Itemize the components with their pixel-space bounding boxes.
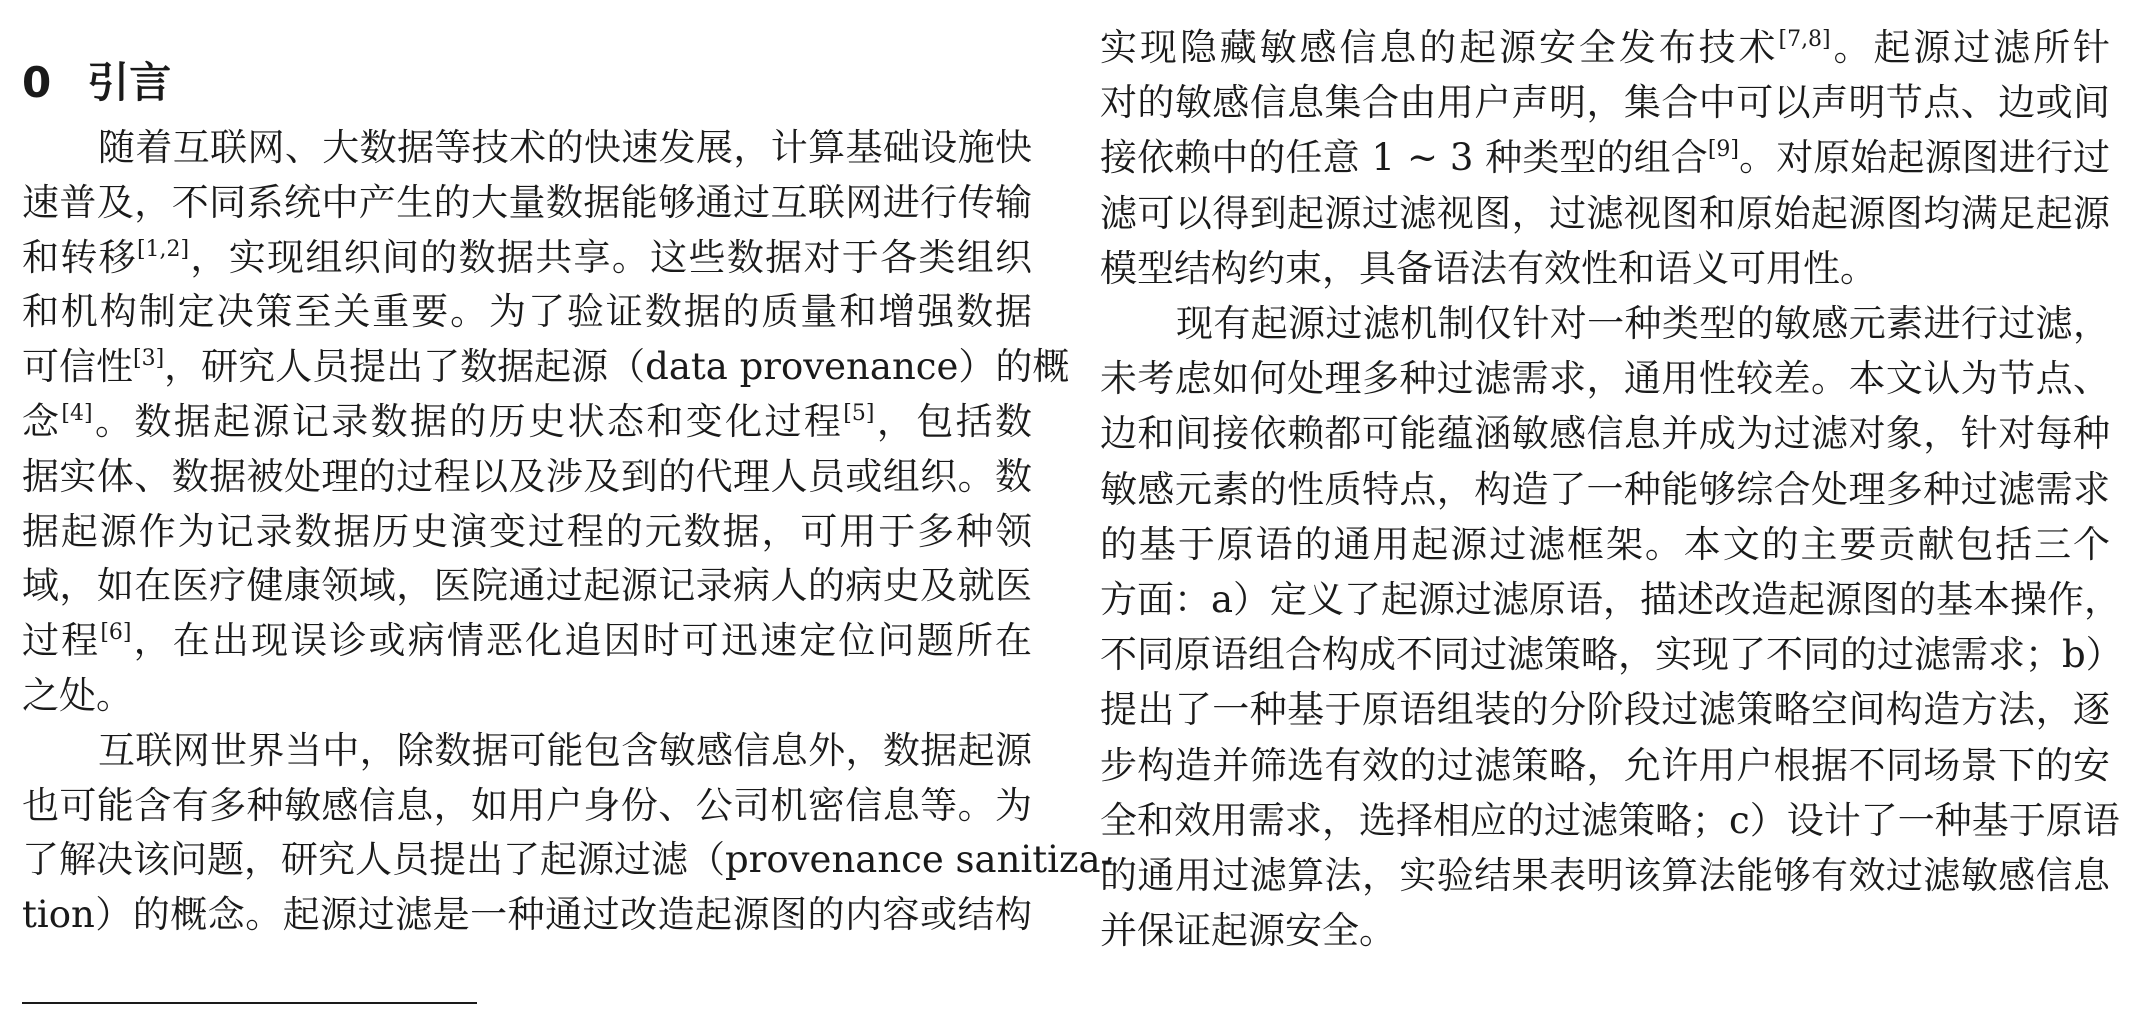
section-title: 引言 (87, 58, 172, 107)
text-line (1100, 854, 2110, 897)
text-line (1100, 633, 2123, 677)
text-line (1100, 246, 2110, 290)
citation-ref: [1,2] (136, 236, 190, 262)
citation-ref: [5] (843, 401, 875, 426)
text-line (22, 509, 1032, 553)
line-text: 接依赖中的任意 1 ~ 3 种类型的组合 (1100, 136, 1708, 180)
line-text: 提出了一种基于原语组装的分阶段过滤策略空间构造方法，逐 (1100, 688, 2110, 732)
line-text: 实现隐藏敏感信息的起源安全发布技术 (1100, 26, 1779, 69)
text-line (1100, 743, 2110, 787)
text-line (1100, 578, 2122, 621)
line-text: 互联网世界当中，除数据可能包含敏感信息外，数据起源 (98, 728, 1032, 772)
line-text: 和机构制定决策至关重要。为了验证数据的质量和增强数据 (22, 290, 1032, 334)
text-line (22, 180, 1032, 224)
line-text: ，包括数 (874, 400, 1033, 443)
line-text: 速普及，不同系统中产生的大量数据能够通过互联网进行传输 (22, 180, 1032, 224)
text-line (1100, 302, 2110, 345)
text-line (22, 674, 1032, 717)
text-line (22, 619, 1033, 663)
section-heading (22, 58, 172, 107)
citation-ref: [6] (100, 620, 132, 646)
text-line (1100, 412, 2110, 456)
line-text: 滤可以得到起源过滤视图，过滤视图和原始起源图均满足起源 (1100, 191, 2110, 235)
line-text: 。起源过滤所针 (1830, 26, 2111, 69)
text-line (1100, 357, 2110, 401)
line-text: 的基于原语的通用起源过滤框架。本文的主要贡献包括三个 (1100, 522, 2110, 566)
line-text: 全和效用需求，选择相应的过滤策略；c）设计了一种基于原语 (1100, 798, 2120, 842)
citation-ref: [9] (1707, 137, 1739, 163)
text-line (22, 454, 1032, 498)
text-line (22, 345, 1070, 389)
footnote-rule (22, 1002, 477, 1004)
text-line (22, 564, 1032, 608)
line-text: tion）的概念。起源过滤是一种通过改造起源图的内容或结构 (22, 893, 1032, 937)
line-text: 域，如在医疗健康领域，医院通过起源记录病人的病史及就医 (22, 564, 1032, 608)
text-line (1100, 467, 2110, 511)
line-text: ，在出现误诊或病情恶化追因时可迅速定位问题所在 (131, 619, 1033, 663)
line-text: 并保证起源安全。 (1100, 909, 1396, 953)
section-number: 0 (22, 58, 52, 107)
text-line (1100, 522, 2110, 566)
text-line (1100, 191, 2110, 235)
line-text: ，实现组织间的数据共享。这些数据对于各类组织 (189, 235, 1033, 279)
line-text: 之处。 (22, 674, 133, 717)
text-line (22, 126, 1032, 169)
text-line (22, 783, 1032, 827)
line-text: 。数据起源记录数据的历史状态和变化过程 (92, 400, 844, 443)
line-text: 敏感元素的性质特点，构造了一种能够综合处理多种过滤需求 (1100, 467, 2110, 511)
line-text: ，研究人员提出了数据起源（data provenance）的概 (164, 345, 1070, 389)
text-line (1100, 688, 2110, 732)
line-text: 的通用过滤算法，实验结果表明该算法能够有效过滤敏感信息 (1100, 854, 2110, 897)
line-text: 不同原语组合构成不同过滤策略，实现了不同的过滤需求；b） (1100, 633, 2123, 677)
line-text: 边和间接依赖都可能蕴涵敏感信息并成为过滤对象，针对每种 (1100, 412, 2110, 456)
line-text: 和转移 (22, 235, 137, 279)
citation-ref: [7,8] (1778, 27, 1831, 52)
text-line (1100, 81, 2110, 125)
line-text: 方面：a）定义了起源过滤原语，描述改造起源图的基本操作， (1100, 578, 2122, 621)
text-line (22, 400, 1033, 443)
citation-ref: [4] (61, 401, 93, 426)
text-line (22, 893, 1032, 937)
text-line (22, 235, 1033, 279)
line-text: 随着互联网、大数据等技术的快速发展，计算基础设施快 (98, 126, 1032, 169)
line-text: 据起源作为记录数据历史演变过程的元数据，可用于多种领 (22, 509, 1032, 553)
line-text: 念 (22, 400, 62, 443)
text-line (1100, 798, 2120, 842)
line-text: 也可能含有多种敏感信息，如用户身份、公司机密信息等。为 (22, 783, 1032, 827)
line-text: 对的敏感信息集合由用户声明，集合中可以声明节点、边或间 (1100, 81, 2110, 125)
text-line (1100, 26, 2111, 69)
text-line (22, 290, 1032, 334)
text-line (22, 838, 1114, 882)
line-text: 模型结构约束，具备语法有效性和语义可用性。 (1100, 246, 1877, 290)
line-text: 现有起源过滤机制仅针对一种类型的敏感元素进行过滤， (1176, 302, 2110, 345)
line-text: 了解决该问题，研究人员提出了起源过滤（provenance sanitiza- (22, 838, 1114, 882)
text-line (22, 728, 1032, 772)
line-text: 可信性 (22, 345, 133, 389)
line-text: 据实体、数据被处理的过程以及涉及到的代理人员或组织。数 (22, 454, 1032, 498)
line-text: 步构造并筛选有效的过滤策略，允许用户根据不同场景下的安 (1100, 743, 2110, 787)
line-text: 。对原始起源图进行过 (1739, 136, 2110, 180)
citation-ref: [3] (133, 346, 165, 372)
text-line (1100, 909, 2110, 953)
line-text: 过程 (22, 619, 101, 663)
text-line (1100, 136, 2110, 180)
line-text: 未考虑如何处理多种过滤需求，通用性较差。本文认为节点、 (1100, 357, 2110, 401)
